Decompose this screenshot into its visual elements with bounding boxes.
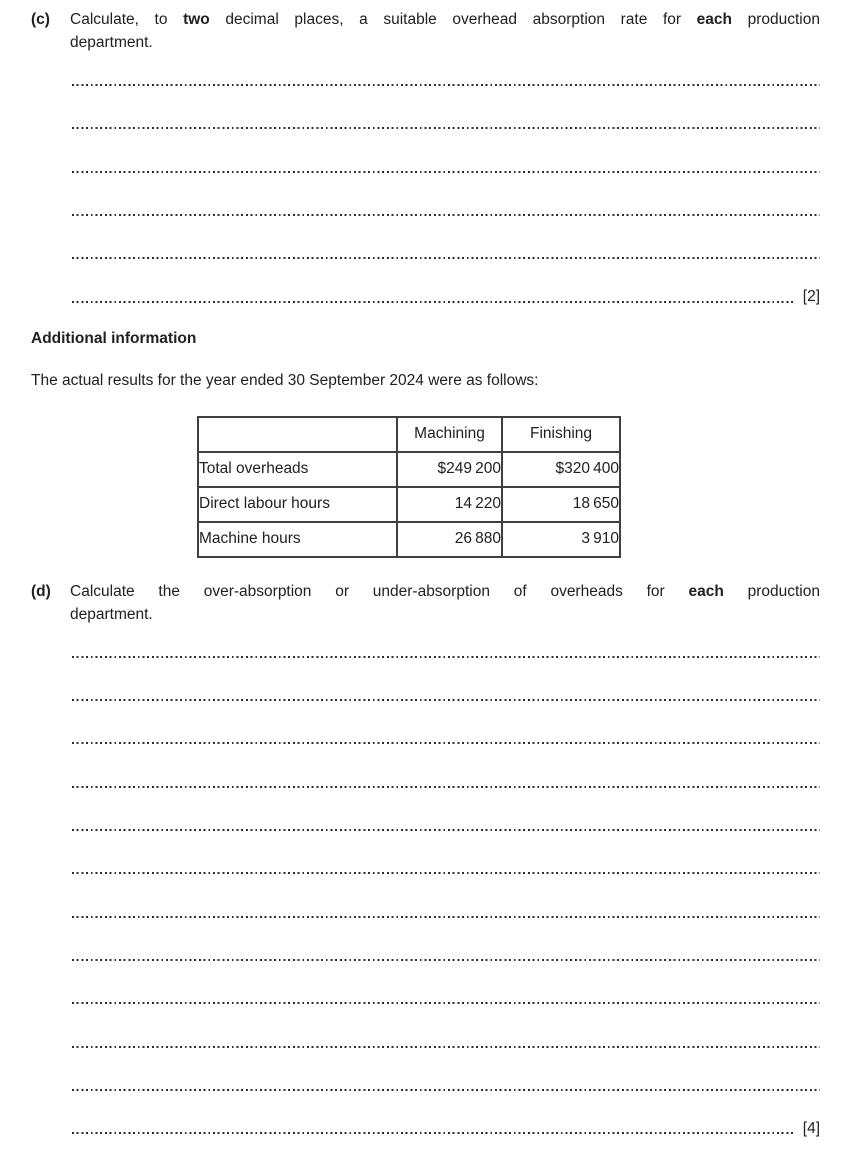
dotted-rule xyxy=(72,959,820,961)
bold-text-segment: each xyxy=(688,582,724,600)
direct-labour-hours-machining: 14 220 xyxy=(397,487,502,522)
table-header-finishing: Finishing xyxy=(502,417,620,452)
bold-text-segment: two xyxy=(183,11,210,28)
direct-labour-hours-finishing: 18 650 xyxy=(502,487,620,522)
dotted-rule xyxy=(72,872,820,874)
answer-line xyxy=(72,259,820,306)
dotted-rule xyxy=(72,656,820,658)
table-row xyxy=(198,452,620,487)
dotted-rule xyxy=(72,742,820,744)
bold-text-segment: each xyxy=(696,11,732,28)
answer-line xyxy=(72,874,820,917)
answer-line xyxy=(72,216,820,259)
question-d-text-line2: department. xyxy=(70,605,153,623)
dotted-rule xyxy=(72,171,820,173)
question-d-label: (d) xyxy=(31,582,51,600)
additional-information-intro: The actual results for the year ended 30 September 2024 were as follows: xyxy=(31,371,539,389)
question-c-text-line1 xyxy=(70,8,820,31)
dotted-rule xyxy=(72,786,820,788)
text-segment: Calculate, to xyxy=(70,11,184,28)
marks-label: [2] xyxy=(802,288,820,306)
text-segment: production xyxy=(732,11,820,28)
table-header-row xyxy=(198,417,620,452)
answer-line xyxy=(72,54,820,86)
dotted-rule xyxy=(72,1089,820,1091)
dotted-rule xyxy=(72,257,820,259)
answer-line xyxy=(72,701,820,744)
question-d xyxy=(31,580,820,626)
dotted-rule xyxy=(72,1002,820,1004)
dotted-rule xyxy=(72,84,820,86)
question-d-text-line1 xyxy=(70,580,820,603)
dotted-rule xyxy=(72,1132,795,1134)
answer-line xyxy=(72,626,820,658)
total-overheads-machining: $249 200 xyxy=(397,452,502,487)
question-c-text-line2: department. xyxy=(70,34,153,51)
table-header-blank xyxy=(198,417,397,452)
answer-line xyxy=(72,788,820,831)
answer-line xyxy=(72,744,820,787)
text-segment: decimal places, a suitable overhead absorption rate for xyxy=(209,11,697,28)
text-segment: production xyxy=(723,582,820,600)
row-label-total-overheads: Total overheads xyxy=(198,452,397,487)
table-row xyxy=(198,487,620,522)
answer-line xyxy=(72,918,820,961)
answer-line xyxy=(72,86,820,129)
answer-line xyxy=(72,1091,820,1137)
additional-information-heading: Additional information xyxy=(31,329,197,347)
dotted-rule xyxy=(72,301,795,303)
table-row xyxy=(198,522,620,557)
answer-lines-c xyxy=(72,54,820,306)
answer-line xyxy=(72,173,820,216)
table-header-machining: Machining xyxy=(397,417,502,452)
total-overheads-finishing: $320 400 xyxy=(502,452,620,487)
dotted-rule xyxy=(72,916,820,918)
dotted-rule xyxy=(72,1046,820,1048)
answer-line xyxy=(72,129,820,172)
actual-results-table xyxy=(197,416,621,558)
answer-line xyxy=(72,1004,820,1047)
answer-line xyxy=(72,1048,820,1091)
answer-line xyxy=(72,831,820,874)
machine-hours-machining: 26 880 xyxy=(397,522,502,557)
question-c xyxy=(31,8,820,54)
row-label-machine-hours: Machine hours xyxy=(198,522,397,557)
dotted-rule xyxy=(72,214,820,216)
dotted-rule xyxy=(72,699,820,701)
dotted-rule xyxy=(72,127,820,129)
row-label-direct-labour-hours: Direct labour hours xyxy=(198,487,397,522)
dotted-rule xyxy=(72,829,820,831)
text-segment: Calculate the over-absorption or under-absorption of overheads for xyxy=(70,582,689,600)
question-c-label: (c) xyxy=(31,11,50,28)
machine-hours-finishing: 3 910 xyxy=(502,522,620,557)
answer-lines-d xyxy=(72,626,820,1135)
answer-line xyxy=(72,658,820,701)
marks-label: [4] xyxy=(802,1119,820,1137)
answer-line xyxy=(72,961,820,1004)
